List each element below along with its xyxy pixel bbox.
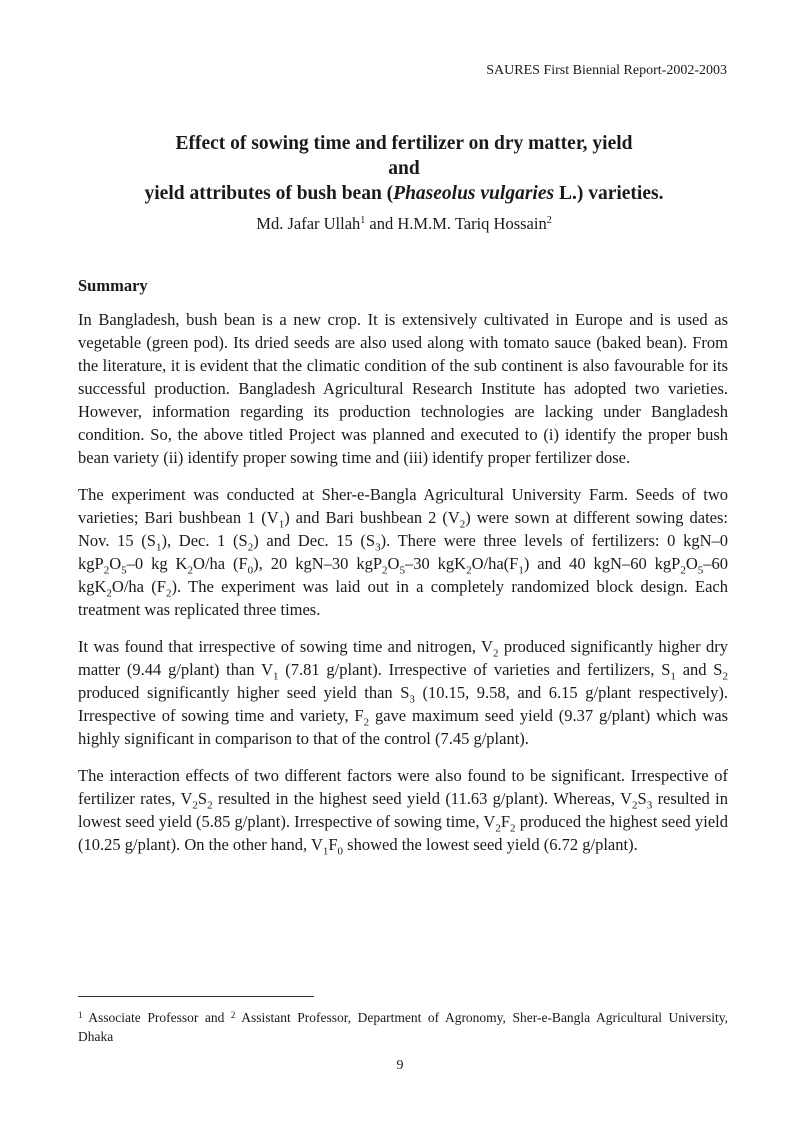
author-1: Md. Jafar Ullah	[256, 214, 361, 233]
footnote-mark-1: 1	[78, 1010, 83, 1020]
footnote-divider	[78, 996, 314, 997]
footnote-text-2: Assistant Professor, Department of Agronomy, Sher-e-Bangla Agricultural University, Dhaka	[78, 1010, 728, 1044]
title-line-1: Effect of sowing time and fertilizer on dry matter, yield	[175, 133, 633, 154]
summary-body	[78, 308, 728, 870]
page-number: 9	[396, 1058, 404, 1073]
author-line	[40, 213, 768, 235]
footnote-text-1: Associate Professor and	[82, 1010, 231, 1025]
summary-paragraph-3: It was found that irrespective of sowing time and nitrogen, $V_2$ produced significantly higher dry matter (9.44 g/plant) than $V_1$ (7.81 g/plant). Irrespective of varieties and fertilizers, $S_1$ and $S_2$ produced significantly higher seed yield than $S_3$ (10.15, 9.58, and 6.15 g/plant respectively). Irrespective of sowing time and variety, $F_2$ gave maximum seed yield (9.37 g/plant) which was highly significant in comparison to that of the control (7.45 g/plant).	[78, 637, 728, 748]
author-2: H.M.M. Tariq Hossain	[397, 214, 547, 233]
species-name: Phaseolus vulgaries	[393, 183, 555, 204]
footnote	[78, 1008, 728, 1046]
title-line-2: and	[388, 158, 420, 179]
author-1-mark: 1	[360, 215, 366, 226]
author-joiner: and	[365, 214, 398, 233]
author-2-mark: 2	[546, 215, 552, 226]
title-line-3-end: L.) varieties.	[554, 183, 664, 204]
paper-title	[40, 131, 768, 206]
summary-paragraph-2: The experiment was conducted at Sher-e-Bangla Agricultural University Farm. Seeds of two varieties; Bari bushbean 1 $(V_1)$ and Bari bushbean 2 $(V_2)$ were sown at different sowing dates: Nov. 15 $(S_1)$, Dec. 1 $(S_2)$ and Dec. 15 $(S_3)$. There were three levels of fertilizers: 0 kgN–0 $kgP_2O_5-0$ kg $K_2O/ha$ $(F_0)$, 20 kgN–30 $kgP_2O_5-30$ $kgK_2O/ha(F_1)$ and 40 kgN–60 $kgP_2O_5-60$ kgK$_2$O/ha $(F_2)$. The experiment was laid out in a completely randomized block design. Each treatment was replicated three times.	[78, 485, 729, 619]
title-line-3-start: yield attributes of bush bean (	[144, 183, 394, 204]
running-header: SAURES First Biennial Report-2002-2003	[486, 63, 727, 78]
footnote-mark-2: 2	[230, 1010, 236, 1020]
summary-paragraph-1: In Bangladesh, bush bean is a new crop. It is extensively cultivated in Europe and is used as vegetable (green pod). Its dried seeds are also used along with tomato sauce (baked bean). From the literature, it is evident that the climatic condition of the sub continent is also favourable for its successful production. Bangladesh Agricultural Research Institute has adopted two varieties. However, information regarding its production technologies are lacking under Bangladesh condition. So, the above titled Project was planned and executed to (i) identify the proper bush bean variety (ii) identify proper sowing time and (iii) identify proper fertilizer dose.	[78, 310, 728, 467]
summary-heading: Summary	[78, 276, 148, 295]
summary-paragraph-4: The interaction effects of two different factors were also found to be significant. Irrespective of fertilizer rates, $V_2S_2$ resulted in the highest seed yield (11.63 g/plant). Whereas, $V_2S_3$ resulted in lowest seed yield (5.85 g/plant). Irrespective of sowing time, $V_2F_2$ produced the highest seed yield (10.25 g/plant). On the other hand, $V_1F_0$ showed the lowest seed yield (6.72 g/plant).	[78, 766, 728, 858]
title-line-3	[40, 181, 768, 206]
